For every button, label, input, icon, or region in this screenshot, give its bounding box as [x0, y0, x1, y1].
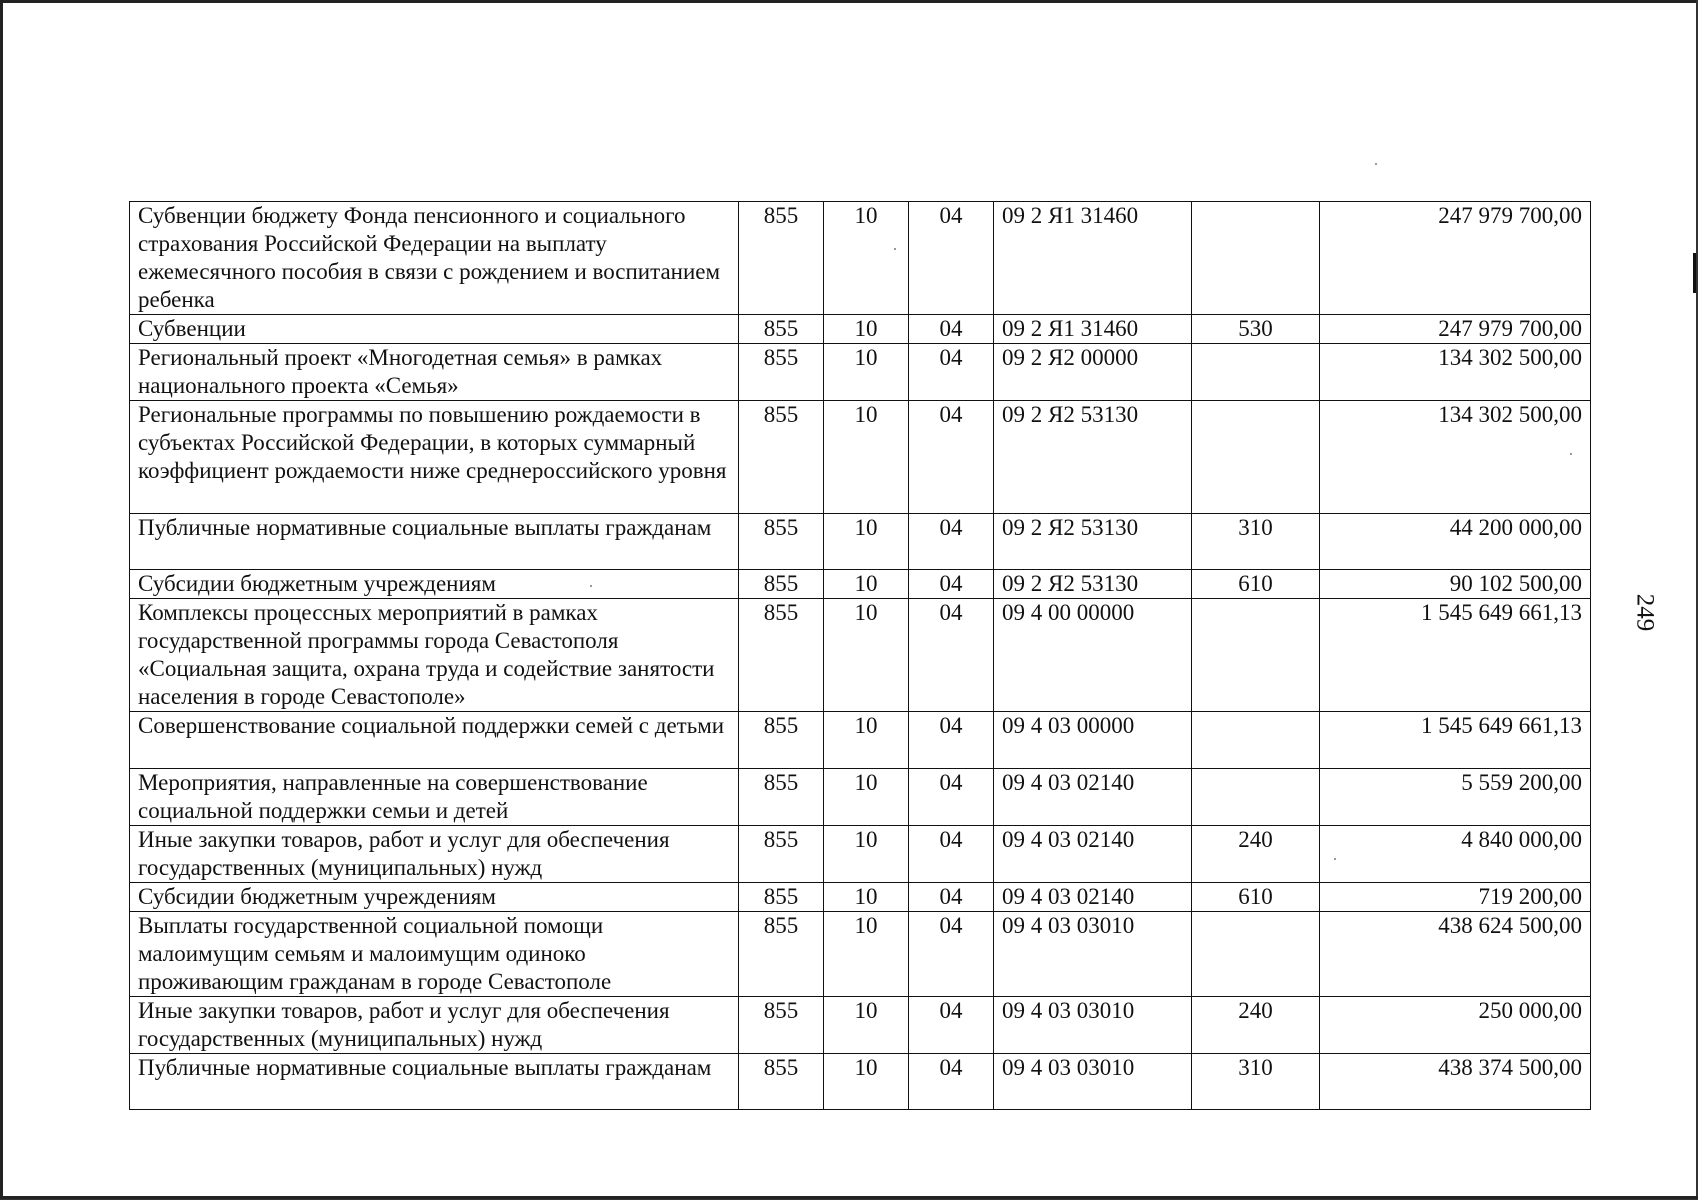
table-row — [130, 315, 1591, 344]
row-section: 10 — [824, 712, 909, 769]
row-subsection: 04 — [909, 401, 994, 514]
row-expense-type: 310 — [1192, 1054, 1320, 1110]
row-expense-type — [1192, 712, 1320, 769]
row-section: 10 — [824, 599, 909, 712]
row-name: Субсидии бюджетным учреждениям — [130, 570, 739, 599]
row-target: 09 4 03 03010 — [994, 997, 1192, 1054]
row-expense-type — [1192, 202, 1320, 315]
row-target: 09 2 Я2 00000 — [994, 344, 1192, 401]
row-code: 855 — [739, 599, 824, 712]
row-target: 09 4 03 02140 — [994, 883, 1192, 912]
row-subsection: 04 — [909, 599, 994, 712]
row-target: 09 4 03 03010 — [994, 1054, 1192, 1110]
row-subsection: 04 — [909, 1054, 994, 1110]
row-section: 10 — [824, 315, 909, 344]
row-subsection: 04 — [909, 826, 994, 883]
row-amount: 250 000,00 — [1320, 997, 1591, 1054]
row-amount: 5 559 200,00 — [1320, 769, 1591, 826]
row-section: 10 — [824, 202, 909, 315]
row-section: 10 — [824, 401, 909, 514]
table-row — [130, 826, 1591, 883]
table-row — [130, 997, 1591, 1054]
row-code: 855 — [739, 883, 824, 912]
row-code: 855 — [739, 712, 824, 769]
row-target: 09 2 Я2 53130 — [994, 514, 1192, 570]
row-expense-type: 310 — [1192, 514, 1320, 570]
row-amount: 247 979 700,00 — [1320, 202, 1591, 315]
row-code: 855 — [739, 1054, 824, 1110]
row-code: 855 — [739, 570, 824, 599]
row-expense-type — [1192, 769, 1320, 826]
row-subsection: 04 — [909, 997, 994, 1054]
row-section: 10 — [824, 883, 909, 912]
scan-edge-top — [0, 0, 1698, 3]
row-subsection: 04 — [909, 712, 994, 769]
row-name: Мероприятия, направленные на совершенствование социальной поддержки семьи и детей — [130, 769, 739, 826]
row-section: 10 — [824, 997, 909, 1054]
table-row — [130, 599, 1591, 712]
row-target: 09 4 03 02140 — [994, 826, 1192, 883]
row-target: 09 2 Я2 53130 — [994, 570, 1192, 599]
row-code: 855 — [739, 315, 824, 344]
row-name: Иные закупки товаров, работ и услуг для обеспечения государственных (муниципальных) нужд — [130, 826, 739, 883]
row-target: 09 4 00 00000 — [994, 599, 1192, 712]
table-row — [130, 1054, 1591, 1110]
row-name: Региональный проект «Многодетная семья» в рамках национального проекта «Семья» — [130, 344, 739, 401]
row-name: Выплаты государственной социальной помощи малоимущим семьям и малоимущим одиноко проживающим гражданам в городе Севастополе — [130, 912, 739, 997]
row-name: Публичные нормативные социальные выплаты гражданам — [130, 514, 739, 570]
row-target: 09 2 Я1 31460 — [994, 315, 1192, 344]
row-expense-type: 530 — [1192, 315, 1320, 344]
table-row — [130, 401, 1591, 514]
row-code: 855 — [739, 514, 824, 570]
row-expense-type: 610 — [1192, 570, 1320, 599]
row-code: 855 — [739, 826, 824, 883]
row-name: Субвенции бюджету Фонда пенсионного и социального страхования Российской Федерации на выплату ежемесячного пособия в связи с рождением и воспитанием ребенка — [130, 202, 739, 315]
row-target: 09 2 Я1 31460 — [994, 202, 1192, 315]
table-row — [130, 769, 1591, 826]
row-name: Комплексы процессных мероприятий в рамках государственной программы города Севастополя «Социальная защита, охрана труда и содействие занятости населения в городе Севастополе» — [130, 599, 739, 712]
row-section: 10 — [824, 826, 909, 883]
scan-speck — [1375, 163, 1377, 165]
row-amount: 4 840 000,00 — [1320, 826, 1591, 883]
row-name: Совершенствование социальной поддержки семей с детьми — [130, 712, 739, 769]
row-amount: 438 624 500,00 — [1320, 912, 1591, 997]
row-amount: 247 979 700,00 — [1320, 315, 1591, 344]
row-target: 09 4 03 02140 — [994, 769, 1192, 826]
row-subsection: 04 — [909, 202, 994, 315]
row-subsection: 04 — [909, 769, 994, 826]
scan-bottom-rule — [0, 1196, 1698, 1199]
scan-right-mark — [1693, 253, 1696, 293]
row-amount: 1 545 649 661,13 — [1320, 712, 1591, 769]
row-code: 855 — [739, 401, 824, 514]
row-amount: 44 200 000,00 — [1320, 514, 1591, 570]
page-number: 249 — [1631, 593, 1659, 632]
row-target: 09 4 03 00000 — [994, 712, 1192, 769]
row-expense-type: 610 — [1192, 883, 1320, 912]
table-row — [130, 344, 1591, 401]
row-target: 09 2 Я2 53130 — [994, 401, 1192, 514]
row-name: Иные закупки товаров, работ и услуг для обеспечения государственных (муниципальных) нужд — [130, 997, 739, 1054]
scan-edge-left — [0, 0, 3, 1200]
row-subsection: 04 — [909, 883, 994, 912]
row-name: Региональные программы по повышению рождаемости в субъектах Российской Федерации, в которых суммарный коэффициент рождаемости ниже среднероссийского уровня — [130, 401, 739, 514]
row-name: Субсидии бюджетным учреждениям — [130, 883, 739, 912]
row-amount: 134 302 500,00 — [1320, 401, 1591, 514]
row-subsection: 04 — [909, 570, 994, 599]
row-amount: 134 302 500,00 — [1320, 344, 1591, 401]
row-amount: 719 200,00 — [1320, 883, 1591, 912]
table-row — [130, 202, 1591, 315]
table-row — [130, 712, 1591, 769]
row-code: 855 — [739, 202, 824, 315]
row-expense-type — [1192, 401, 1320, 514]
row-expense-type — [1192, 344, 1320, 401]
table-row — [130, 883, 1591, 912]
row-expense-type — [1192, 912, 1320, 997]
row-section: 10 — [824, 1054, 909, 1110]
row-section: 10 — [824, 912, 909, 997]
row-code: 855 — [739, 912, 824, 997]
row-expense-type: 240 — [1192, 826, 1320, 883]
row-subsection: 04 — [909, 514, 994, 570]
row-amount: 1 545 649 661,13 — [1320, 599, 1591, 712]
row-code: 855 — [739, 769, 824, 826]
row-section: 10 — [824, 570, 909, 599]
row-code: 855 — [739, 344, 824, 401]
row-code: 855 — [739, 997, 824, 1054]
row-name: Публичные нормативные социальные выплаты гражданам — [130, 1054, 739, 1110]
row-subsection: 04 — [909, 344, 994, 401]
budget-table — [129, 201, 1591, 1110]
row-section: 10 — [824, 769, 909, 826]
row-expense-type — [1192, 599, 1320, 712]
row-amount: 438 374 500,00 — [1320, 1054, 1591, 1110]
table-row — [130, 570, 1591, 599]
table-row — [130, 912, 1591, 997]
row-section: 10 — [824, 514, 909, 570]
row-name: Субвенции — [130, 315, 739, 344]
row-amount: 90 102 500,00 — [1320, 570, 1591, 599]
row-expense-type: 240 — [1192, 997, 1320, 1054]
row-subsection: 04 — [909, 912, 994, 997]
table-row — [130, 514, 1591, 570]
row-subsection: 04 — [909, 315, 994, 344]
row-target: 09 4 03 03010 — [994, 912, 1192, 997]
row-section: 10 — [824, 344, 909, 401]
